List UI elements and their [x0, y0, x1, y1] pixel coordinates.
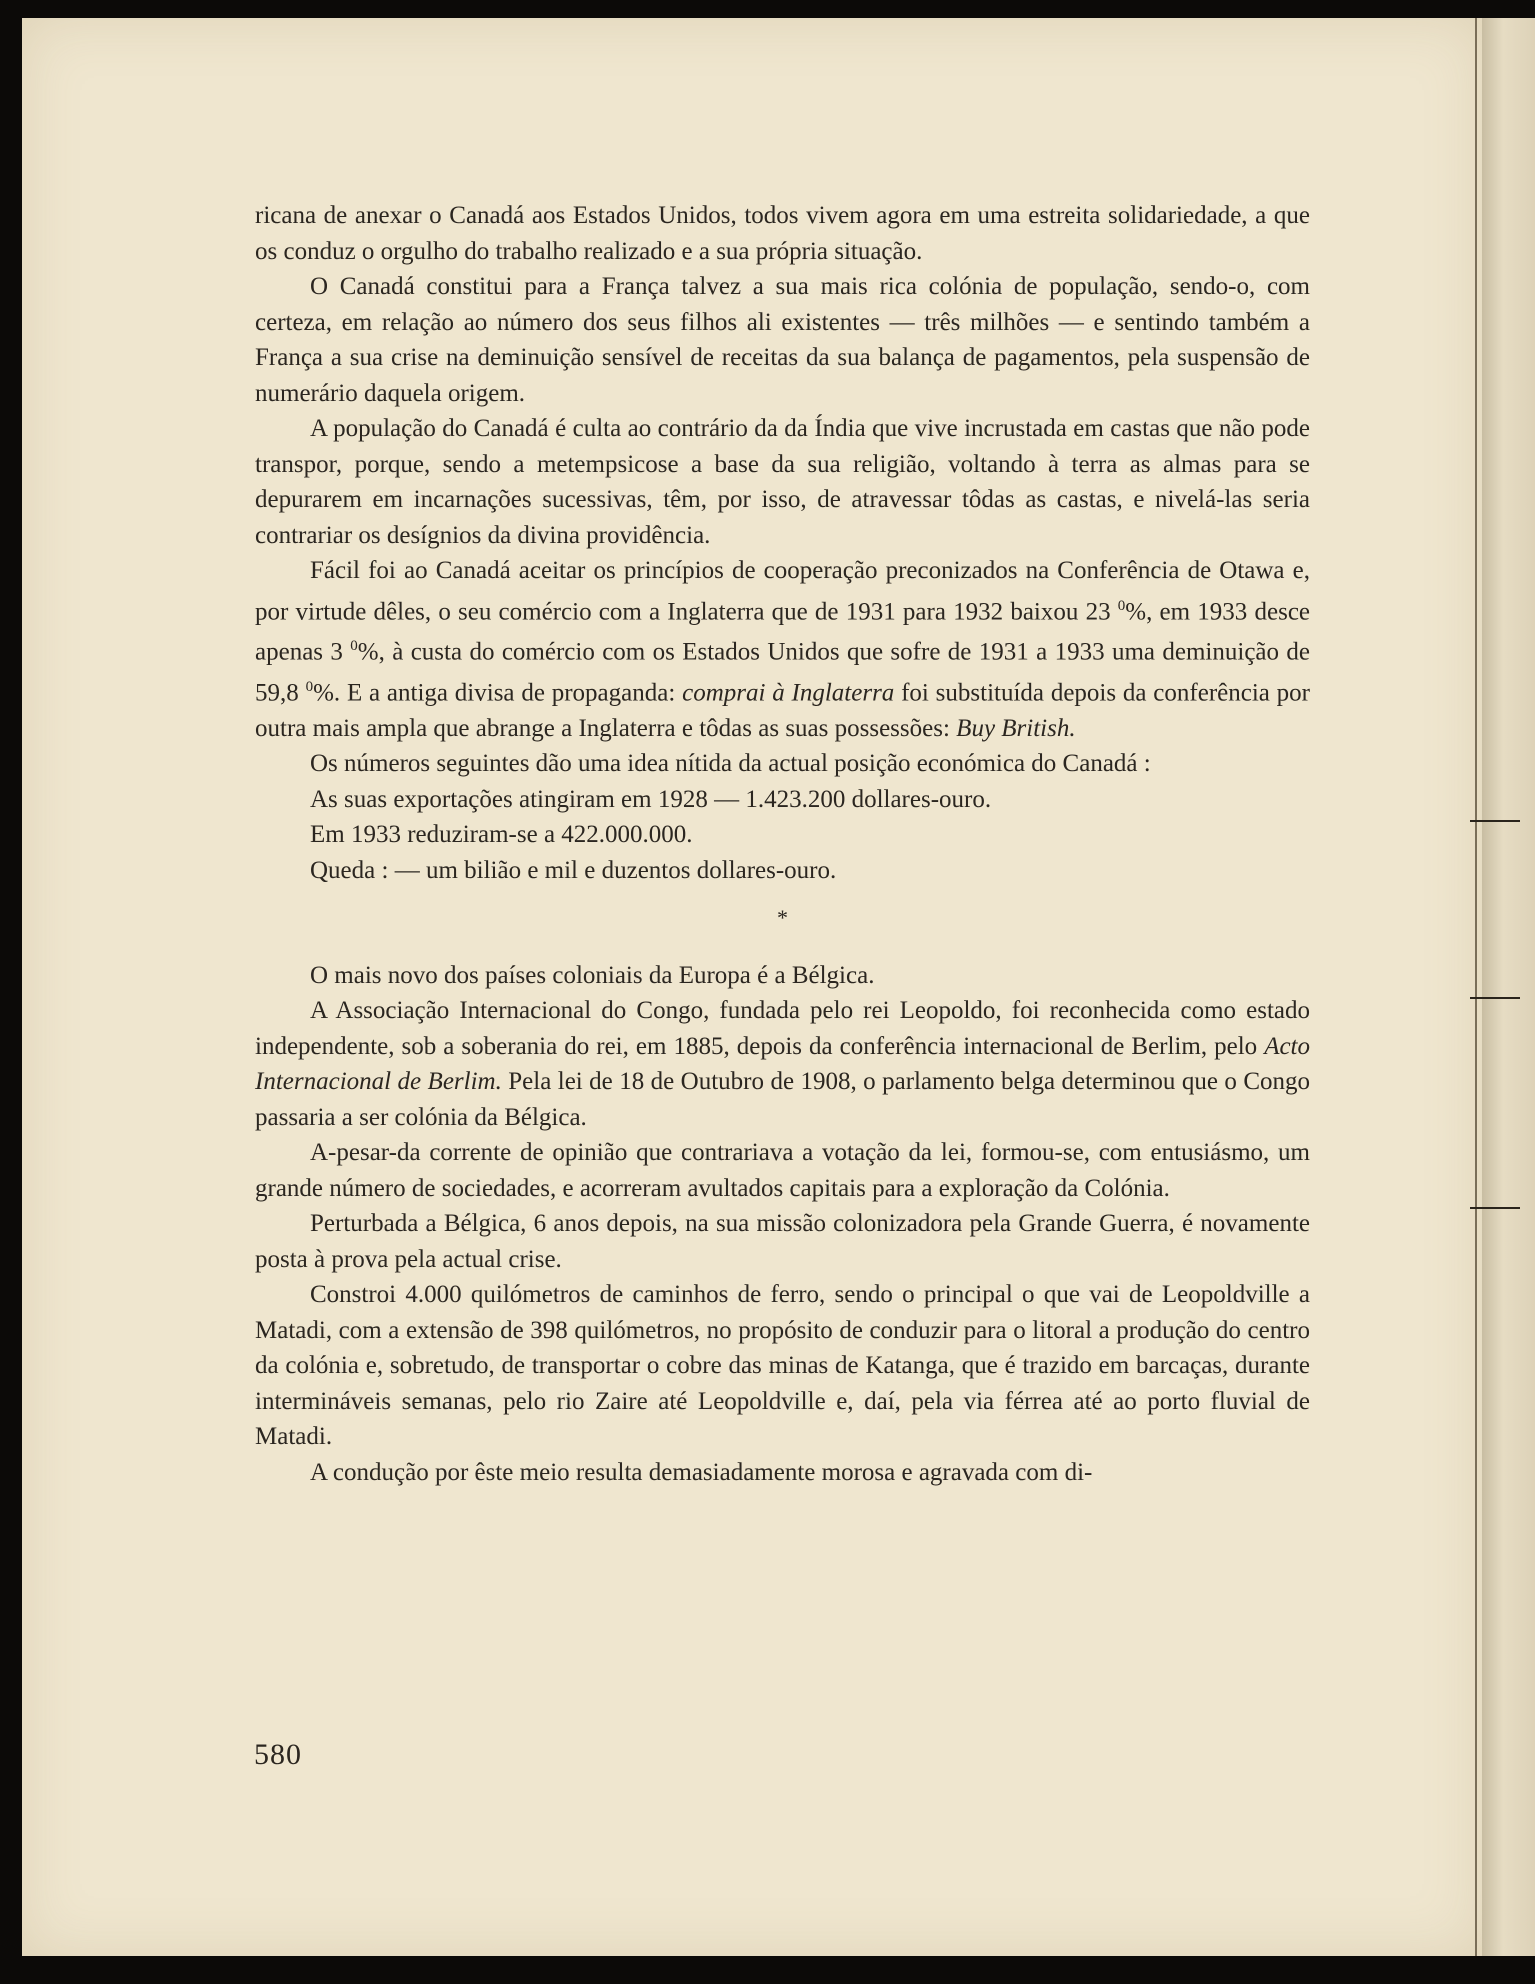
- paragraph: ricana de anexar o Canadá aos Estados Unidos, todos vivem agora em uma estreita solidariedade, a que os conduz o orgulho do trabalho realizado e a sua própria situação.: [255, 202, 1310, 265]
- text-run: A Associação Internacional do Congo, fundada pelo rei Leopoldo, foi reconhecida como estado independente, sob a soberania do rei, em 1885, depois da conferência internacional de Berlim, pelo: [255, 997, 1310, 1060]
- italic-phrase: Acto Internacional de Berlim.: [255, 1032, 1311, 1096]
- text-run: Fácil foi ao Canadá aceitar os princípios de cooperação preconizados na Conferência de Otawa e, por virtude dêles, o seu comércio com a Inglaterra que de 1931 para 1932 baixou 23: [255, 557, 1310, 625]
- italic-phrase: comprai à Inglaterra: [682, 679, 895, 707]
- figure-line: As suas exportações atingiram em 1928 — 1.423.200 dollares-ouro.: [310, 785, 992, 813]
- superscript: 0: [350, 638, 358, 655]
- section-separator: *: [777, 905, 788, 931]
- paragraph: Os números seguintes dão uma idea nítida da actual posição económica do Canadá :: [310, 750, 1151, 778]
- paragraph: [255, 553, 1310, 746]
- page-number: 580: [254, 1738, 302, 1771]
- superscript: 0: [305, 679, 314, 696]
- page-edge: [1475, 18, 1477, 1956]
- italic-phrase: Buy British.: [956, 714, 1076, 742]
- percent-sign: %: [357, 638, 379, 666]
- percent-sign: %: [313, 679, 334, 707]
- paragraph: Perturbada a Bélgica, 6 anos depois, na sua missão colonizadora pela Grande Guerra, é novamente posta à prova pela actual crise.: [255, 1210, 1310, 1273]
- superscript: 0: [1117, 597, 1126, 614]
- page-tab-mark: [1470, 1207, 1520, 1209]
- paragraph: A-pesar-da corrente de opinião que contrariava a votação da lei, formou-se, com entusiásmo, um grande número de sociedades, e acorreram avultados capitais para a exploração da Colónia.: [255, 1139, 1310, 1202]
- text-run: . E a antiga divisa de propaganda:: [333, 679, 676, 707]
- paragraph: A condução por êste meio resulta demasiadamente morosa e agravada com di-: [310, 1458, 1093, 1486]
- body-text: [255, 198, 1310, 1490]
- text-run: Pela lei de 18 de Outubro de 1908, o parlamento belga determinou que o Congo passaria a ser colónia da Bélgica.: [255, 1068, 1310, 1131]
- paragraph: O mais novo dos países coloniais da Europa é a Bélgica.: [310, 961, 875, 989]
- paragraph: [255, 993, 1310, 1135]
- text-run: foi substituída depois da conferência por outra mais ampla que abrange a Inglaterra e tôdas as suas possessões:: [255, 679, 1311, 742]
- paragraph: A população do Canadá é culta ao contrário da da Índia que vive incrustada em castas que não pode transpor, porque, sendo a metempsicose a base da sua religião, voltando à terra as almas para se depurarem em incarnações sucessivas, têm, por isso, de atravessar tôdas as castas, e nivelá-las seria contrariar os desígnios da divina providência.: [255, 415, 1310, 549]
- paragraph: Constroi 4.000 quilómetros de caminhos de ferro, sendo o principal o que vai de Leopoldville a Matadi, com a extensão de 398 quilómetros, no propósito de conduzir para o litoral a produção do centro da colónia e, sobretudo, de transportar o cobre das minas de Katanga, que é trazido em barcaças, durante intermináveis semanas, pelo rio Zaire até Leopoldville e, daí, pela via férrea até ao porto fluvial de Matadi.: [255, 1281, 1310, 1451]
- percent-sign: %: [1125, 597, 1147, 625]
- paragraph: O Canadá constitui para a França talvez a sua mais rica colónia de população, sendo-o, com certeza, em relação ao número dos seus filhos ali existentes — três milhões — e sentindo também a França a sua crise na deminuição sensível de receitas da sua balança de pagamentos, pela suspensão de numerário daquela origem.: [255, 273, 1310, 407]
- page-tab-mark: [1470, 820, 1520, 822]
- text-run: , à custa do comércio com os Estados Unidos que sofre de 1931 a 1933 uma deminuição de 59,8: [255, 638, 1310, 707]
- text-run: , em 1933 desce apenas 3: [255, 597, 1311, 666]
- page-tab-mark: [1470, 997, 1520, 999]
- figure-line: Em 1933 reduziram-se a 422.000.000.: [310, 821, 693, 849]
- adjacent-page-edge: [1482, 18, 1535, 1956]
- figure-line: Queda : — um bilião e mil e duzentos dollares-ouro.: [310, 856, 837, 884]
